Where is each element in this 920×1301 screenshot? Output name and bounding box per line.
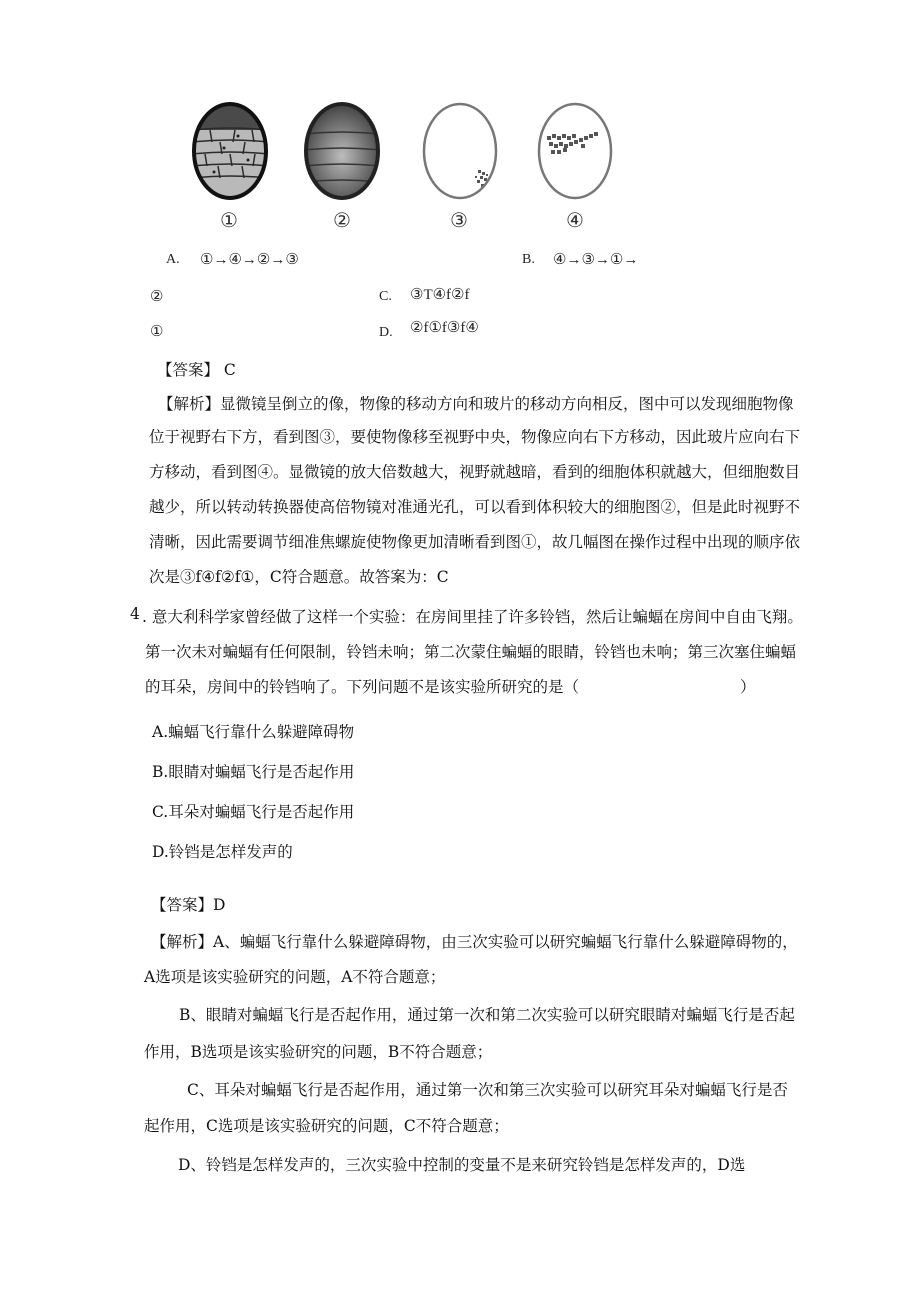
q4-choice-d: D.铃铛是怎样发声的 [152,843,293,861]
q4-analysis-line: D、铃铛是怎样发声的，三次实验中控制的变量不是来研究铃铛是怎样发声的，D选 [178,1156,746,1174]
q3-analysis-line: 清晰，因此需要调节细准焦螺旋使物像更加清晰看到图①，故几幅图在操作过程中出现的顺序依 [149,533,801,551]
q3-analysis-line: 【解析】显微镜呈倒立的像，物像的移动方向和玻片的移动方向相反，图中可以发现细胞物像 [158,395,794,413]
option-b-continued: ② [150,289,164,305]
q4-analysis-line: C、耳朵对蝙蝠飞行是否起作用，通过第一次和第三次实验可以研究耳朵对蝙蝠飞行是否 [187,1081,788,1099]
q4-analysis-line: 作用，B选项是该实验研究的问题，B不符合题意； [144,1043,493,1061]
q4-stem-line: 第一次未对蝙蝠有任何限制，铃铛未响；第二次蒙住蝙蝠的眼睛，铃铛也未响；第三次塞住蝙蝠 [145,643,797,661]
q4-choice-c: C.耳朵对蝙蝠飞行是否起作用 [152,803,355,821]
q4-number: 4 [130,605,140,623]
q4-answer: 【答案】D [151,896,226,914]
q4-analysis-line: 【解析】A、蝙蝠飞行靠什么躲避障碍物，由三次实验可以研究蝙蝠飞行靠什么躲避障碍物的， [151,933,798,951]
figure-4-microscope-view [535,100,615,202]
figure-1-microscope-view [190,100,270,202]
q3-analysis-line: 位于视野右下方，看到图③，要使物像移至视野中央，物像应向右下方移动，因此玻片应向右下 [149,428,801,446]
option-c-letter: C. [379,289,392,304]
q3-analysis-line: 方移动，看到图④。显微镜的放大倍数越大，视野就越暗，看到的细胞体积就越大，但细胞数目 [149,463,801,481]
option-b-letter: B. [522,252,535,267]
option-c-text: ③T④f②f [410,287,470,303]
q3-analysis-line: 次是③f④f②f①，C符合题意。故答案为：C [149,568,449,586]
option-c-continued: ① [150,324,164,340]
q4-stem-line: 的耳朵，房间中的铃铛响了。下列问题不是该实验所研究的是（ [145,678,580,696]
q4-choice-a: A.蝙蝠飞行靠什么躲避障碍物 [152,723,355,741]
q4-choice-b: B.眼睛对蝙蝠飞行是否起作用 [152,763,355,781]
option-d-letter: D. [379,325,393,340]
q4-stem-line: . 意大利科学家曾经做了这样一个实验：在房间里挂了许多铃铛，然后让蝙蝠在房间中自由飞翔。 [142,608,803,626]
q3-answer: 【答案】 C [157,361,236,379]
q4-analysis-line: A选项是该实验研究的问题，A不符合题意； [144,968,446,986]
q4-analysis-line: 起作用，C选项是该实验研究的问题，C不符合题意； [144,1117,509,1135]
figure-3-label: ③ [450,208,468,232]
figure-4-label: ④ [566,208,584,232]
figure-1-label: ① [220,208,238,232]
option-a-text: ①→④→②→③ [200,252,299,268]
figure-2-microscope-view [302,100,382,202]
option-b-text: ④→③→①→ [553,252,639,268]
option-d-text: ②f①f③f④ [410,320,479,336]
q3-analysis-line: 越少，所以转动转换器使高倍物镜对准通光孔，可以看到体积较大的细胞图②，但是此时视野不 [149,498,801,516]
q4-paren-close: ） [740,678,756,696]
figure-3-microscope-view [420,100,500,202]
figure-2-label: ② [333,208,351,232]
option-a-letter: A. [166,252,180,267]
q4-analysis-line: B、眼睛对蝙蝠飞行是否起作用，通过第一次和第二次实验可以研究眼睛对蝙蝠飞行是否起 [179,1006,795,1024]
